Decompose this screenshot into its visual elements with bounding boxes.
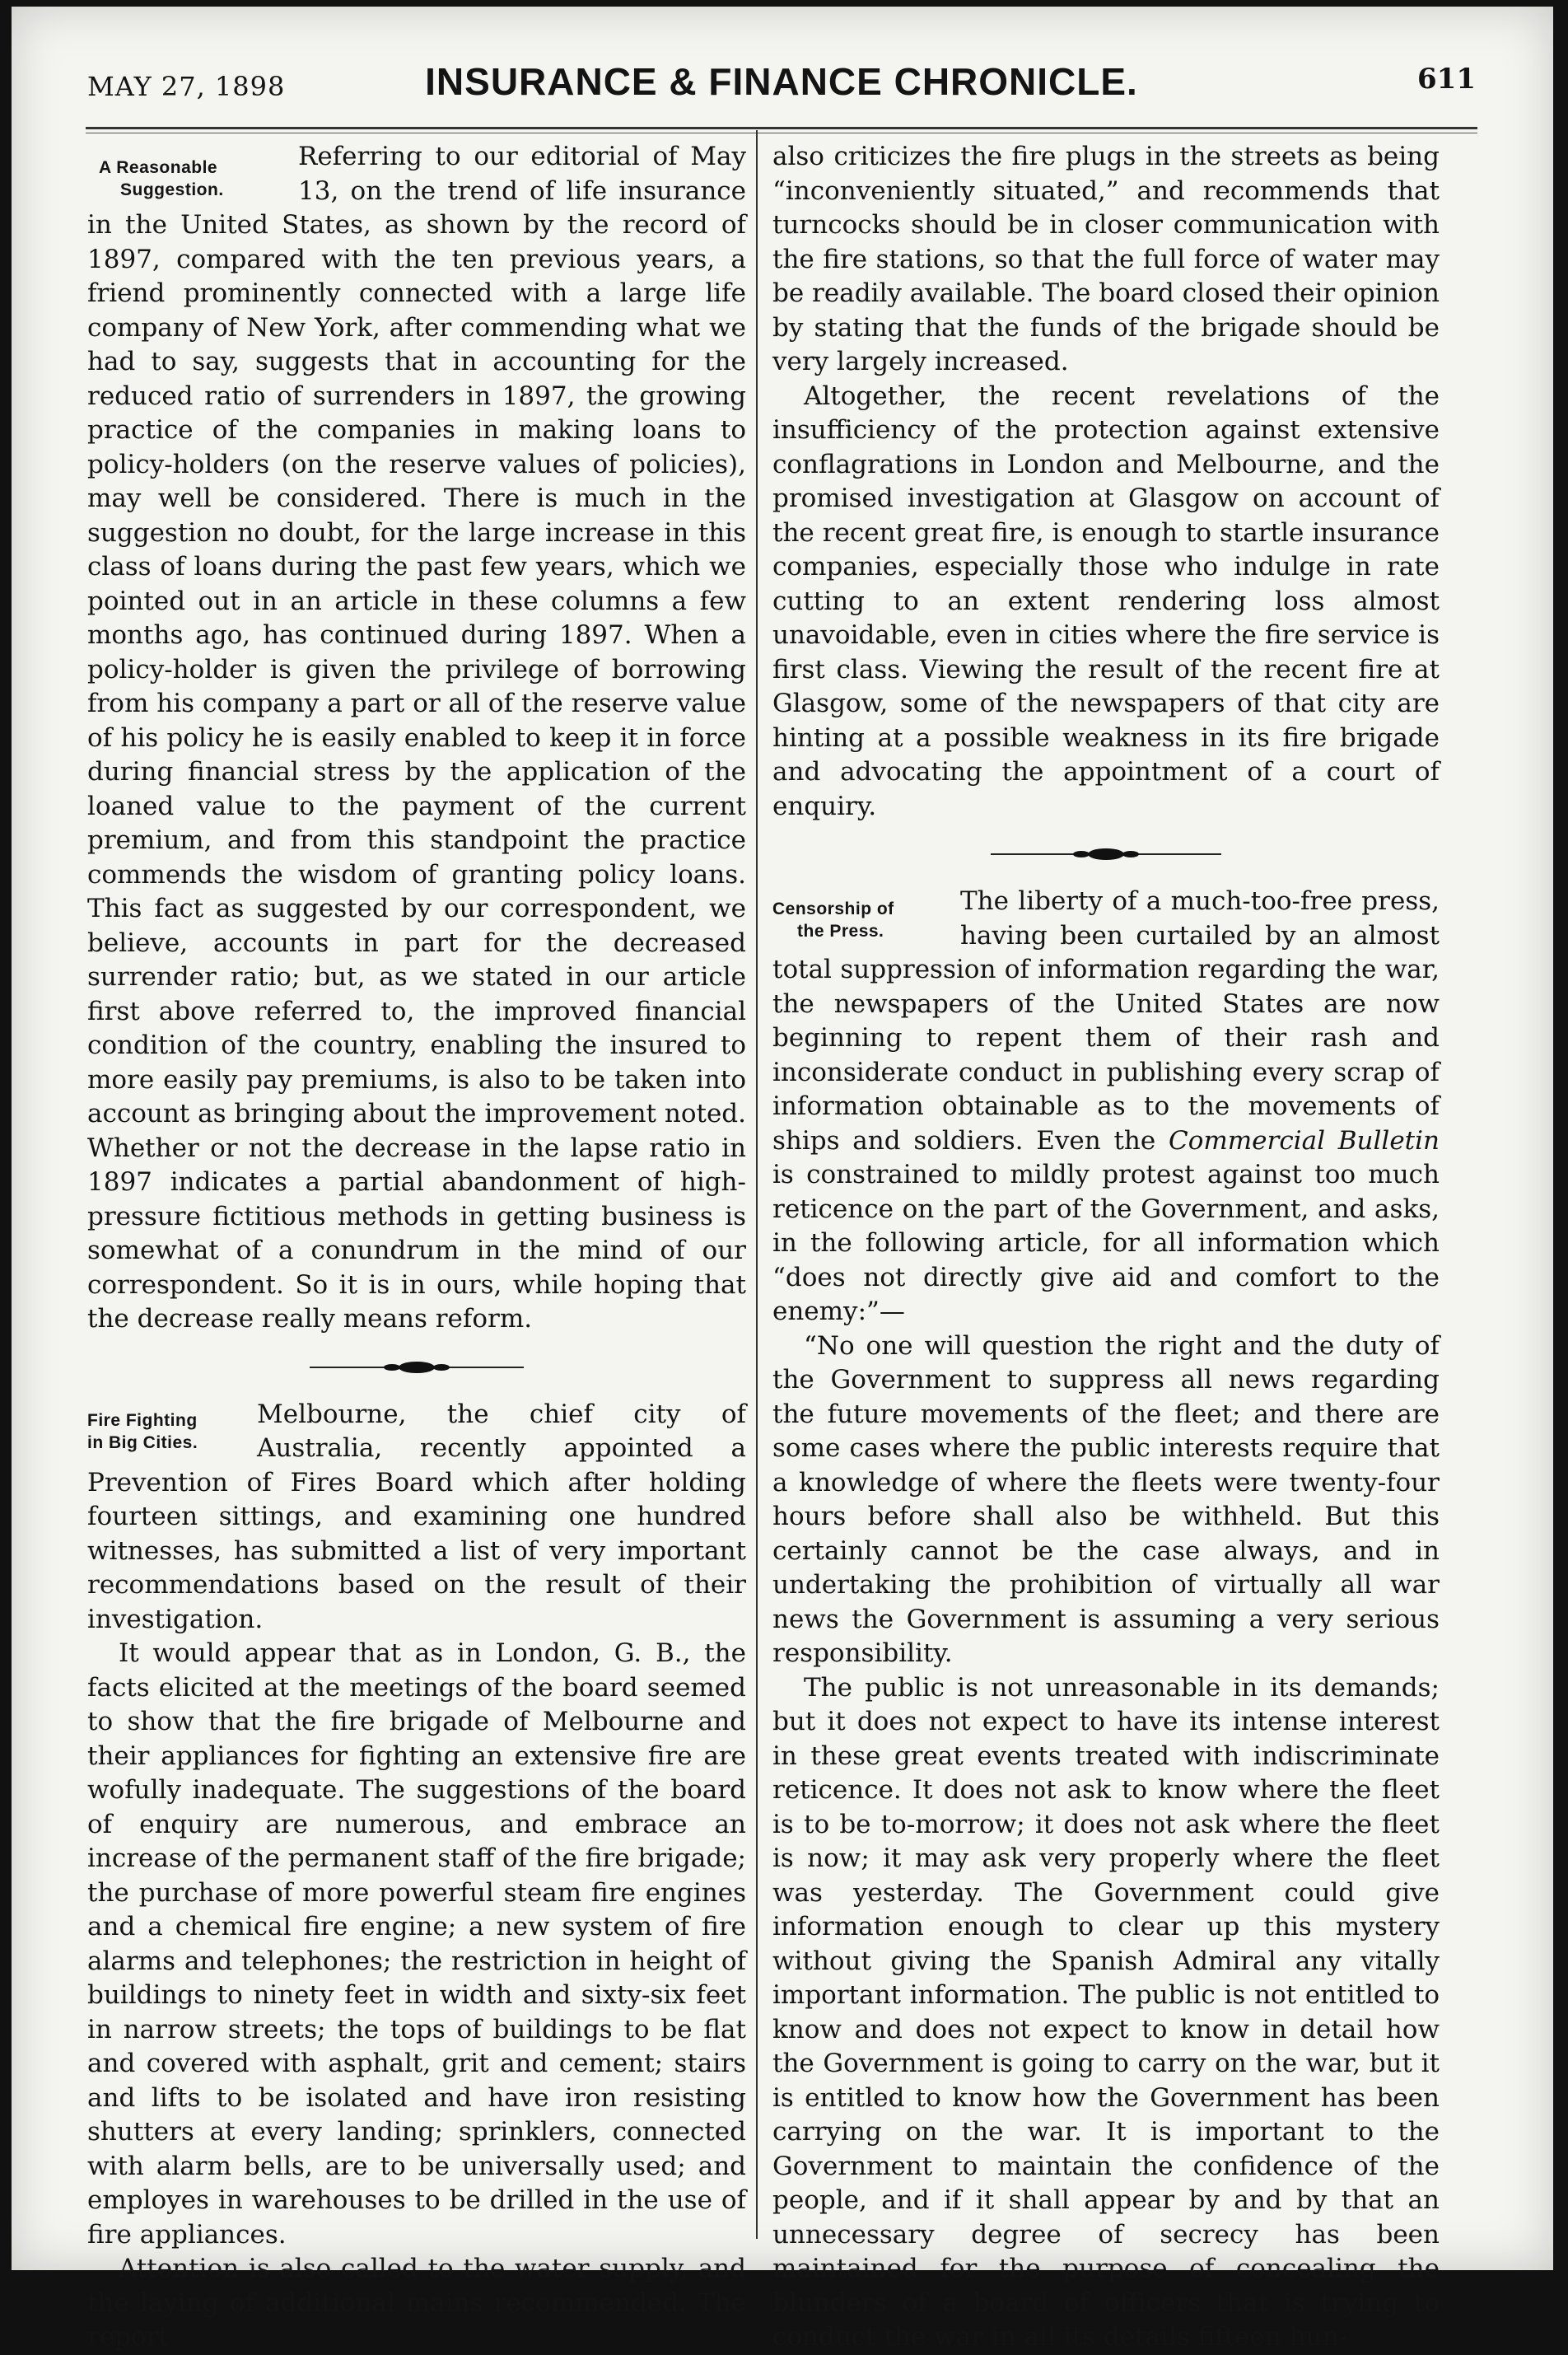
left-column — [87, 140, 746, 2355]
right-column — [772, 140, 1440, 2355]
ornament-divider — [772, 830, 1440, 878]
ornament-divider — [87, 1343, 746, 1391]
paragraph-text: is constrained to mildly protest against too much reticence on the part of the Government, and asks, in the following article, for all information which “does not directly give aid and comfort to the enemy:”— — [772, 1160, 1440, 1326]
quoted-paragraph: “No one will question the right and the duty of the Government to suppress all news regarding the future movements of the fleet; and there are some cases where the public interests require that a knowledge of where the fleets were twenty-four hours before shall also be withheld. But this certainly cannot be the case always, and in undertaking the prohibition of virtually all war news the Government is assuming a very serious responsibility. — [772, 1330, 1440, 1668]
paragraph-text: The liberty of a much-too-free press, having been curtailed by an almost total suppression of information regarding the war, the newspapers of the United States are now beginning to repent them of their rash and inconsiderate conduct in publishing every scrap of information obtainable as to the movements of ships and soldiers. Even the — [772, 886, 1440, 1156]
article-paragraph: It would appear that as in London, G. B., the facts elicited at the meetings of the board seemed to show that the fire brigade of Melbourne and their appliances for fighting an extensive fire are wofully inadequate. The suggestions of the board of enquiry are numerous, and embrace an increase of the permanent staff of the fire brigade; the purchase of more powerful steam fire engines and a chemical fire engine; a new system of fire alarms and telephones; the restriction in height of buildings to ninety feet in width and sixty-six feet in narrow streets; the tops of buildings to be flat and covered with asphalt, grit and cement; stairs and lifts to be isolated and have iron resisting shutters at every landing; sprinklers, connected with alarm bells, are to be universally used; and employes in warehouses to be drilled in the use of fire appliances. — [87, 1638, 746, 2250]
side-heading-line: A Reasonable — [99, 158, 218, 177]
page-header — [87, 59, 1476, 112]
issue-date: MAY 27, 1898 — [87, 71, 286, 102]
side-heading-reasonable-suggestion — [87, 157, 290, 201]
column-divider — [756, 130, 758, 2239]
ornament-icon — [310, 1359, 524, 1376]
side-heading-line: the Press. — [797, 922, 884, 941]
side-heading-line: Censorship of — [772, 899, 894, 918]
article-paragraph — [772, 885, 1440, 1329]
page-number: 611 — [1417, 63, 1476, 96]
article-paragraph: Referring to our editorial of May 13, on the trend of life insurance in the United States, as shown by the record of 1897, compared with the ten previous years, a friend prominently connected with a large life company of New York, after commending what we had to say, suggests that in accounting for the reduced ratio of surrenders in 1897, the growing practice of the companies in making loans to policy-holders (on the reserve values of policies), may well be considered. There is much in the suggestion no doubt, for the large increase in this class of loans during the past few years, which we pointed out in an article in these columns a few months ago, has continued during 1897. When a policy-holder is given the privilege of borrowing from his company a part or all of the reserve value of his policy he is easily enabled to keep it in force during financial stress by the application of the loaned value to the payment of the current premium, and from this standpoint the practice commends the wisdom of granting policy loans. This fact as suggested by our correspondent, we believe, accounts in part for the decreased surrender ratio; but, as we stated in our article first above referred to, the improved financial condition of the country, enabling the insured to more easily pay premiums, is also to be taken into account as bringing about the improvement noted. Whether or not the decrease in the lapse ratio in 1897 indicates a partial abandonment of high-pressure fictitious methods in getting business is somewhat of a conundrum in the mind of our correspondent. So it is in ours, while hoping that the decrease really means reform. — [87, 142, 746, 1334]
side-heading-line: Fire Fighting — [87, 1410, 198, 1430]
ornament-icon — [991, 846, 1221, 862]
side-heading-line: Suggestion. — [120, 180, 224, 199]
newspaper-page — [12, 7, 1553, 2352]
side-heading-line: in Big Cities. — [87, 1432, 198, 1452]
header-rule — [86, 127, 1477, 133]
article-paragraph: also criticizes the fire plugs in the streets as being “inconveniently situated,” and recommends that turncocks should be in closer communication with the fire stations, so that the full force of water may be readily available. The board closed their opinion by stating that the funds of the brigade should be very largely increased. — [772, 142, 1440, 376]
article-paragraph: Altogether, the recent revelations of the insufficiency of the protection against extensive conflagrations in London and Melbourne, and the promised investigation at Glasgow on account of the recent great fire, is enough to startle insurance companies, especially those who indulge in rate cutting to an extent rendering loss almost unavoidable, even in cities where the fire service is first class. Viewing the result of the recent fire at Glasgow, some of the newspapers of that city are hinting at a possible weakness in its fire brigade and advocating the appointment of a court of enquiry. — [772, 381, 1440, 821]
publication-title: INSURANCE & FINANCE CHRONICLE. — [425, 60, 1138, 103]
quoted-paragraph: The public is not unreasonable in its demands; but it does not expect to have its intense interest in these great events treated with indiscriminate reticence. It does not ask to know where the fleet is to be to-morrow; it does not ask where the fleet is now; it may ask very properly where the fleet was yesterday. The Government could give information enough to clear up this mystery without giving the Spanish Admiral any vitally important information. The public is not entitled to know and does not expect to know in detail how the Government is going to carry on the war, but it is entitled to know how the Government has been carrying on the war. It is important to the Government to maintain the confidence of the people, and if it shall appear by and by that an unnecessary degree of secrecy has been maintained for the purpose of concealing the blunders of a board of officers that is trying to conduct the war in all its details fifteen hun- — [772, 1672, 1440, 2352]
article-paragraph: Melbourne, the chief city of Australia, recently appointed a Prevention of Fires Board which after holding fourteen sittings, and examining one hundred witnesses, has submitted a list of very important recommendations based on the result of their investigation. — [87, 1399, 746, 1634]
publication-name: Commercial Bulletin — [1168, 1125, 1440, 1156]
side-heading-censorship — [772, 898, 952, 942]
side-heading-fire-fighting — [87, 1409, 249, 1454]
article-paragraph: Attention is also called to the water supply, and the laying of additional mains recommended. The report — [87, 2254, 746, 2352]
